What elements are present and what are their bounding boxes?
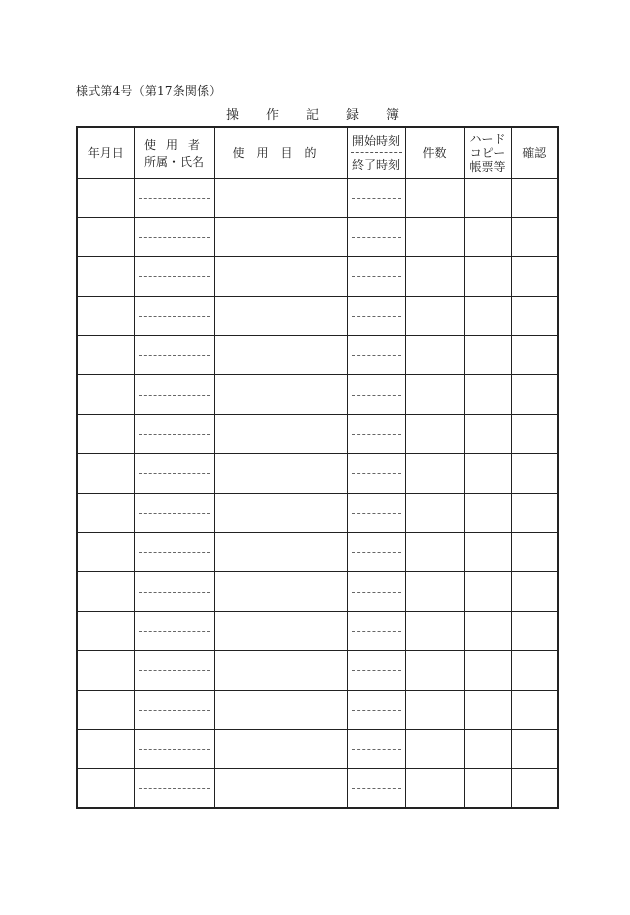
dashed-divider [139,710,210,711]
table-row [77,178,558,217]
table-row [77,296,558,335]
purpose-cell[interactable] [214,296,347,335]
date-cell[interactable] [77,375,134,414]
dashed-divider [352,316,401,317]
confirm-cell[interactable] [511,257,558,296]
confirm-cell[interactable] [511,296,558,335]
time-cell[interactable] [347,178,405,217]
user-cell[interactable] [134,690,214,729]
hardcopy-cell[interactable] [464,336,511,375]
dashed-divider [352,355,401,356]
confirm-cell[interactable] [511,690,558,729]
count-cell[interactable] [405,414,464,453]
time-cell[interactable] [347,454,405,493]
purpose-cell[interactable] [214,493,347,532]
count-cell[interactable] [405,729,464,768]
user-cell[interactable] [134,493,214,532]
record-body [77,178,558,808]
hardcopy-cell[interactable] [464,572,511,611]
date-cell[interactable] [77,611,134,650]
confirm-cell[interactable] [511,414,558,453]
user-cell[interactable] [134,533,214,572]
purpose-cell[interactable] [214,729,347,768]
purpose-cell[interactable] [214,336,347,375]
dashed-divider [139,552,210,553]
time-cell[interactable] [347,769,405,808]
dashed-divider [352,237,401,238]
user-cell[interactable] [134,729,214,768]
user-cell[interactable] [134,611,214,650]
table-row [77,257,558,296]
table-row [77,414,558,453]
count-cell[interactable] [405,690,464,729]
user-cell[interactable] [134,454,214,493]
count-cell[interactable] [405,257,464,296]
dashed-divider [139,395,210,396]
count-cell[interactable] [405,336,464,375]
purpose-cell[interactable] [214,257,347,296]
dashed-divider [352,631,401,632]
hardcopy-cell[interactable] [464,769,511,808]
date-cell[interactable] [77,690,134,729]
count-cell[interactable] [405,611,464,650]
confirm-cell[interactable] [511,572,558,611]
date-cell[interactable] [77,572,134,611]
date-cell[interactable] [77,217,134,256]
dashed-divider [139,670,210,671]
header-user-title: 使用者 [143,137,210,152]
hardcopy-cell[interactable] [464,690,511,729]
dashed-divider [352,395,401,396]
dashed-divider [352,434,401,435]
count-cell[interactable] [405,375,464,414]
dashed-divider [352,749,401,750]
table-row [77,336,558,375]
header-user-affiliation: 所属・氏名 [143,154,204,169]
dashed-divider [352,198,401,199]
hardcopy-cell[interactable] [464,375,511,414]
purpose-cell[interactable] [214,178,347,217]
time-cell[interactable] [347,217,405,256]
header-start-time: 開始時刻 [351,134,400,149]
date-cell[interactable] [77,178,134,217]
hardcopy-cell[interactable] [464,533,511,572]
dashed-divider [352,552,401,553]
dashed-divider [139,276,210,277]
hardcopy-cell[interactable] [464,257,511,296]
dashed-divider [352,592,401,593]
confirm-cell[interactable] [511,454,558,493]
dashed-divider [139,198,210,199]
hardcopy-cell[interactable] [464,454,511,493]
count-cell[interactable] [405,296,464,335]
user-cell[interactable] [134,572,214,611]
purpose-cell[interactable] [214,769,347,808]
hardcopy-cell[interactable] [464,651,511,690]
date-cell[interactable] [77,414,134,453]
table-row [77,651,558,690]
time-cell[interactable] [347,336,405,375]
purpose-cell[interactable] [214,217,347,256]
hardcopy-cell[interactable] [464,296,511,335]
form-label: 様式第4号（第17条関係） [76,84,222,98]
table-row [77,769,558,808]
user-cell[interactable] [134,651,214,690]
dashed-divider [352,473,401,474]
purpose-cell[interactable] [214,690,347,729]
confirm-cell[interactable] [511,178,558,217]
confirm-cell[interactable] [511,533,558,572]
dashed-divider [139,473,210,474]
operation-record-table [76,126,559,809]
time-cell[interactable] [347,651,405,690]
date-cell[interactable] [77,651,134,690]
user-cell[interactable] [134,296,214,335]
date-cell[interactable] [77,454,134,493]
header-count: 件数 [405,127,464,178]
count-cell[interactable] [405,454,464,493]
table-row [77,217,558,256]
date-cell[interactable] [77,729,134,768]
header-confirm: 確認 [511,127,558,178]
table-row [77,375,558,414]
header-hardcopy [464,127,511,178]
table-row [77,729,558,768]
dashed-divider [352,788,401,789]
dashed-divider [139,316,210,317]
hardcopy-cell[interactable] [464,414,511,453]
user-cell[interactable] [134,769,214,808]
hardcopy-cell[interactable] [464,217,511,256]
table-row [77,454,558,493]
hardcopy-cell[interactable] [464,729,511,768]
header-end-time: 終了時刻 [351,152,402,173]
purpose-cell[interactable] [214,454,347,493]
date-cell[interactable] [77,493,134,532]
dashed-divider [139,631,210,632]
form-title: 操作記録簿 [226,108,427,123]
count-cell[interactable] [405,651,464,690]
dashed-divider [139,237,210,238]
header-row [77,127,558,178]
dashed-divider [139,749,210,750]
dashed-divider [139,788,210,789]
count-cell[interactable] [405,493,464,532]
count-cell[interactable] [405,769,464,808]
hardcopy-cell[interactable] [464,178,511,217]
confirm-cell[interactable] [511,375,558,414]
purpose-cell[interactable] [214,651,347,690]
user-cell[interactable] [134,375,214,414]
table-row [77,572,558,611]
time-cell[interactable] [347,690,405,729]
table-row [77,493,558,532]
time-cell[interactable] [347,493,405,532]
date-cell[interactable] [77,257,134,296]
purpose-cell[interactable] [214,375,347,414]
count-cell[interactable] [405,533,464,572]
header-purpose: 使用目的 [214,127,347,178]
header-hardcopy-line1: ハード [469,131,506,146]
confirm-cell[interactable] [511,611,558,650]
time-cell[interactable] [347,414,405,453]
date-cell[interactable] [77,769,134,808]
dashed-divider [352,513,401,514]
date-cell[interactable] [77,336,134,375]
header-date: 年月日 [77,127,134,178]
confirm-cell[interactable] [511,729,558,768]
table-row [77,533,558,572]
header-hardcopy-line2: コピー [469,145,506,160]
time-cell[interactable] [347,257,405,296]
dashed-divider [139,592,210,593]
dashed-divider [352,710,401,711]
time-cell[interactable] [347,611,405,650]
count-cell[interactable] [405,572,464,611]
time-cell[interactable] [347,572,405,611]
dashed-divider [139,434,210,435]
time-cell[interactable] [347,729,405,768]
purpose-cell[interactable] [214,533,347,572]
user-cell[interactable] [134,257,214,296]
user-cell[interactable] [134,414,214,453]
count-cell[interactable] [405,217,464,256]
date-cell[interactable] [77,296,134,335]
table-row [77,611,558,650]
dashed-divider [139,355,210,356]
header-user [134,127,214,178]
confirm-cell[interactable] [511,336,558,375]
dashed-divider [139,513,210,514]
count-cell[interactable] [405,178,464,217]
purpose-cell[interactable] [214,611,347,650]
hardcopy-cell[interactable] [464,493,511,532]
user-cell[interactable] [134,178,214,217]
hardcopy-cell[interactable] [464,611,511,650]
time-cell[interactable] [347,375,405,414]
confirm-cell[interactable] [511,769,558,808]
confirm-cell[interactable] [511,493,558,532]
purpose-cell[interactable] [214,414,347,453]
confirm-cell[interactable] [511,217,558,256]
time-cell[interactable] [347,296,405,335]
table-row [77,690,558,729]
header-hardcopy-line3: 帳票等 [469,159,506,174]
date-cell[interactable] [77,533,134,572]
confirm-cell[interactable] [511,651,558,690]
user-cell[interactable] [134,217,214,256]
dashed-divider [352,276,401,277]
purpose-cell[interactable] [214,572,347,611]
header-time [347,127,405,178]
dashed-divider [352,670,401,671]
user-cell[interactable] [134,336,214,375]
time-cell[interactable] [347,533,405,572]
